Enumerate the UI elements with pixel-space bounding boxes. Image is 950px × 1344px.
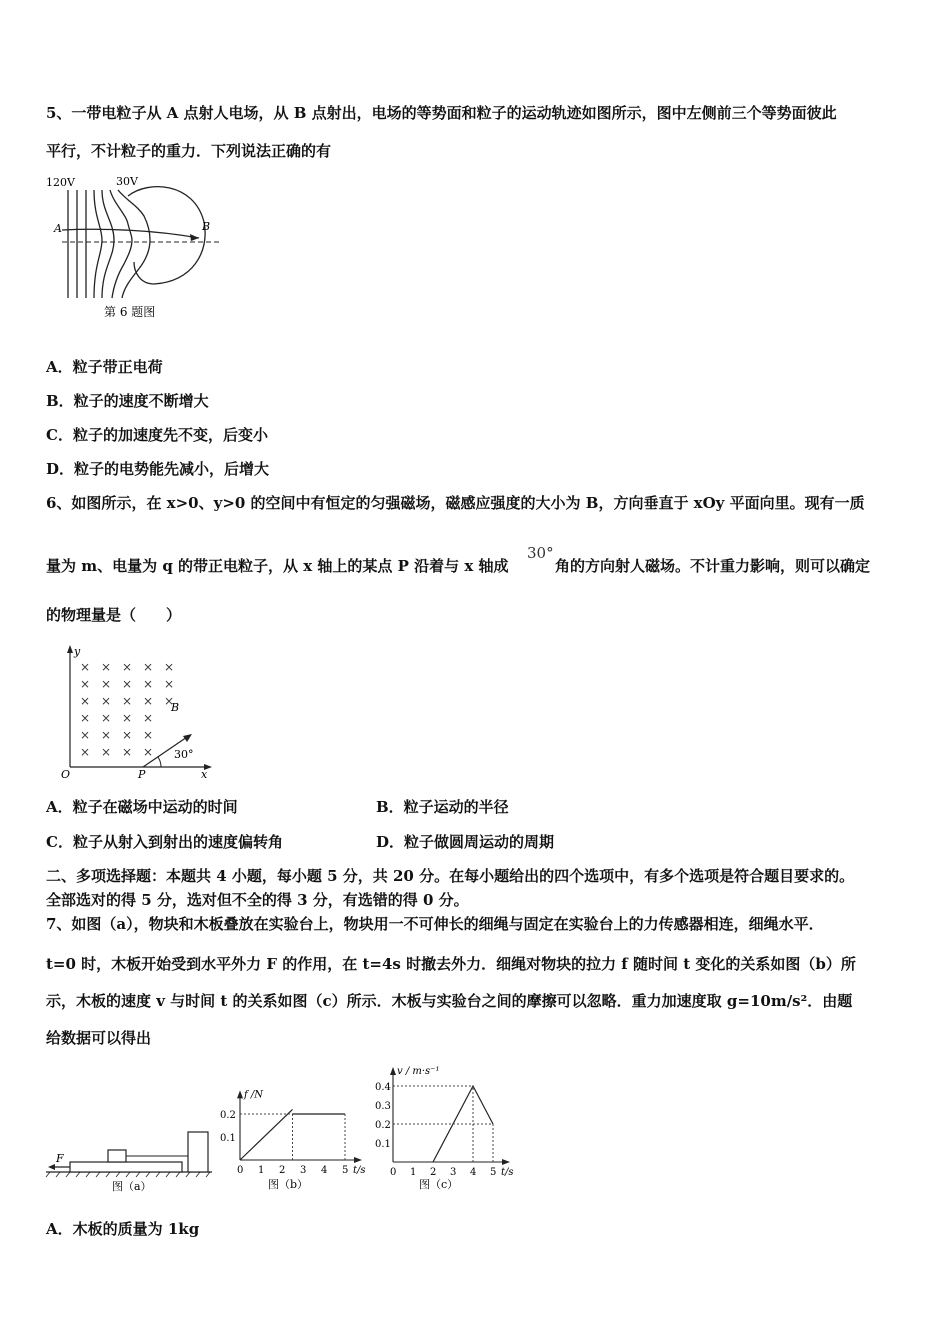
q5-option-b: B．粒子的速度不断增大 [46,392,209,410]
q6-option-a: A．粒子在磁场中运动的时间 [46,798,238,816]
chart-b-xtick: 0 [237,1165,244,1176]
q7-caption-a: 图（a） [112,1180,152,1193]
chart-b-xlabel: t/s [353,1165,366,1176]
field-cross: × [80,694,91,708]
field-cross: × [164,660,175,674]
field-cross: × [143,728,154,742]
q6-stem-line2a: 量为 m、电量为 q 的带正电粒子，从 x 轴上的某点 P 沿着与 x 轴成 [46,557,509,575]
q6-stem-line3: 的物理量是（ ） [46,606,182,624]
chart-b-xtick: 1 [258,1165,265,1176]
field-cross: × [122,745,133,759]
q6-angle-label: 30° [174,748,194,761]
chart-c-xtick: 3 [450,1167,457,1178]
chart-b-ytick: 0.1 [220,1133,236,1144]
chart-b-xtick: 4 [321,1165,328,1176]
field-cross: × [143,660,154,674]
field-cross: × [143,677,154,691]
chart-c-xtick: 1 [410,1167,417,1178]
q6-stem-line1: 6、如图所示，在 x>0、y>0 的空间中有恒定的匀强磁场，磁感应强度的大小为 B，方向垂直于 xOy 平面向里。现有一质 [46,494,865,512]
q5-fig-label-120v: 120V [46,176,75,189]
q6-p-label: P [138,768,146,781]
q6-angle-30: 30° [527,544,554,562]
q6-origin-label: O [61,768,71,781]
q6-x-label: x [201,768,208,781]
q7-block [108,1150,126,1162]
q7-force-sensor [188,1132,208,1172]
chart-c-ytick: 0.2 [375,1120,391,1131]
q6-stem-line2b: 角的方向射人磁场。不计重力影响，则可以确定 [555,557,871,575]
q5-stem-line2: 平行，不计粒子的重力．下列说法正确的有 [46,142,332,160]
q7-stem-line4: 给数据可以得出 [46,1029,152,1047]
field-cross: × [101,660,112,674]
q5-option-d: D．粒子的电势能先减小，后增大 [46,460,270,478]
chart-c-ytick: 0.3 [375,1101,391,1112]
q7-option-a: A．木板的质量为 1kg [46,1220,200,1238]
q5-point-a: A [54,222,62,235]
field-cross: × [101,745,112,759]
q5-stem-line1: 5、一带电粒子从 A 点射人电场，从 B 点射出，电场的等势面和粒子的运动轨迹如图所示，图中左侧前三个等势面彼此 [46,104,837,122]
chart-b-rise-line [240,1109,293,1160]
field-cross: × [80,745,91,759]
field-cross: × [122,711,133,725]
field-cross: × [143,694,154,708]
field-cross: × [122,694,133,708]
field-cross: × [122,728,133,742]
q6-b-label: B [171,701,180,714]
q5-option-a: A．粒子带正电荷 [46,358,163,376]
field-cross: × [122,677,133,691]
chart-b-xtick: 3 [300,1165,307,1176]
chart-c-xtick: 5 [490,1167,497,1178]
chart-c-ytick: 0.4 [375,1082,391,1093]
field-cross: × [80,728,91,742]
chart-c-caption: 图（c） [419,1178,459,1191]
chart-b-xtick: 5 [342,1165,349,1176]
section2-line2: 全部选对的得 5 分，选对但不全的得 3 分，有选错的得 0 分。 [46,891,469,909]
q7-figure-c [375,1054,535,1196]
field-cross: × [80,711,91,725]
q5-caption: 第 6 题图 [104,305,156,319]
q7-figure-b [218,1074,378,1196]
chart-b-xtick: 2 [279,1165,286,1176]
field-cross: × [164,677,175,691]
field-cross: × [101,677,112,691]
q5-arrowhead [190,234,199,241]
q7-stem-line2: t=0 时，木板开始受到水平外力 F 的作用，在 t=4s 时撤去外力．细绳对物块的拉力 f 随时间 t 变化的关系如图（b）所 [46,955,856,973]
q6-y-label: y [74,645,81,658]
field-cross: × [143,745,154,759]
chart-b-ytick: 0.2 [220,1110,236,1121]
field-cross: × [143,711,154,725]
chart-c-xtick: 2 [430,1167,437,1178]
q6-field-crosses [80,660,174,759]
chart-b-ylabel: f /N [244,1089,263,1101]
field-cross: × [101,728,112,742]
q5-point-b: B [202,220,211,233]
q7-figure-a [42,1120,222,1196]
chart-c-ytick: 0.1 [375,1139,391,1150]
q6-figure [58,643,218,781]
q5-option-c: C．粒子的加速度先不变，后变小 [46,426,268,444]
field-cross: × [164,694,175,708]
q6-option-b: B．粒子运动的半径 [376,798,509,816]
chart-c-ylabel: v / m·s⁻¹ [397,1066,440,1077]
q6-option-d: D．粒子做圆周运动的周期 [376,833,555,851]
chart-b-caption: 图（b） [268,1178,309,1191]
field-cross: × [122,660,133,674]
field-cross: × [101,711,112,725]
q6-option-c: C．粒子从射入到射出的速度偏转角 [46,833,283,851]
section2-line1: 二、多项选择题：本题共 4 小题，每小题 5 分，共 20 分。在每小题给出的四个选项中，有多个选项是符合题目要求的。 [46,867,855,885]
q7-stem-line1: 7、如图（a），物块和木板叠放在实验台上，物块用一不可伸长的细绳与固定在实验台上的力传感器相连，细绳水平． [46,915,824,933]
field-cross: × [80,660,91,674]
field-cross: × [80,677,91,691]
chart-c-xtick: 0 [390,1167,397,1178]
chart-c-xlabel: t/s [501,1167,514,1178]
q5-fig-label-30v: 30V [116,175,138,188]
q5-figure [44,172,234,322]
q7-stem-line3: 示，木板的速度 v 与时间 t 的关系如图（c）所示．木板与实验台之间的摩擦可以忽略．重力加速度取 g=10m/s²．由题 [46,992,853,1010]
field-cross: × [101,694,112,708]
chart-c-xtick: 4 [470,1167,477,1178]
q7-force-f-label: F [56,1152,64,1165]
q7-board [70,1162,182,1172]
